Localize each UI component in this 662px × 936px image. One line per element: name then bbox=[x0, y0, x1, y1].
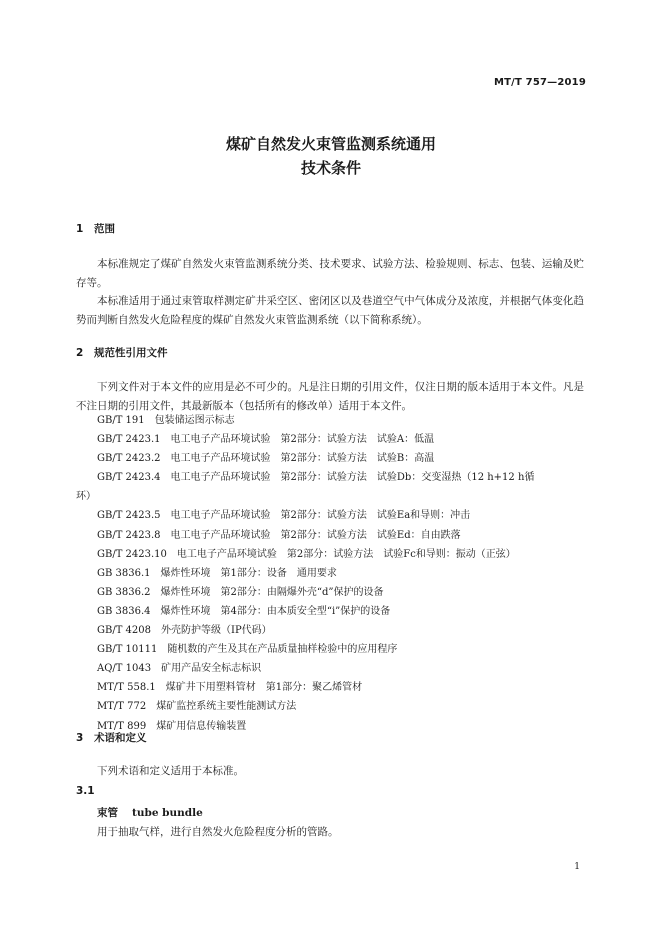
reference-item: GB 3836.4 爆炸性环境 第4部分：由本质安全型“i”保护的设备 bbox=[97, 605, 391, 617]
reference-item: GB/T 191 包装储运图示标志 bbox=[97, 415, 235, 426]
document-title-line1: 煤矿自然发火束管监测系统通用 bbox=[225, 135, 436, 153]
reference-item: GB/T 2423.5 电工电子产品环境试验 第2部分：试验方法 试验Ea和导则：冲击 bbox=[97, 510, 471, 522]
reference-item: MT/T 772 煤矿监控系统主要性能测试方法 bbox=[97, 701, 297, 713]
reference-item: AQ/T 1043 矿用产品安全标志标识 bbox=[97, 663, 262, 675]
reference-item: GB/T 2423.10 电工电子产品环境试验 第2部分：试验方法 试验Fc和导则：振动（正弦） bbox=[97, 548, 516, 560]
reference-item: GB/T 2423.1 电工电子产品环境试验 第2部分：试验方法 试验A：低温 bbox=[97, 434, 435, 446]
normative-references-intro: 下列文件对于本文件的应用是必不可少的。凡是注日期的引用文件，仅注日期的版本适用于本文件。凡是不注日期的引用文件，其最新版本（包括所有的修改单）适用于本文件。 bbox=[76, 381, 584, 412]
section-1-heading bbox=[76, 222, 115, 236]
section-number: 3 bbox=[76, 732, 84, 744]
section-2-heading bbox=[76, 346, 168, 360]
term-number: 3.1 bbox=[76, 785, 95, 797]
section-number: 2 bbox=[76, 347, 84, 359]
reference-item: MT/T 558.1 煤矿井下用塑料管材 第1部分：聚乙烯管材 bbox=[97, 682, 363, 694]
reference-item: GB/T 10111 随机数的产生及其在产品质量抽样检验中的应用程序 bbox=[97, 644, 398, 656]
reference-item: GB 3836.2 爆炸性环境 第2部分：由隔爆外壳“d”保护的设备 bbox=[97, 586, 384, 598]
reference-item: GB 3836.1 爆炸性环境 第1部分：设备 通用要求 bbox=[97, 567, 337, 579]
reference-item: GB/T 2423.8 电工电子产品环境试验 第2部分：试验方法 试验Ed：自由跌落 bbox=[97, 529, 461, 541]
scope-paragraph-2: 本标准适用于通过束管取样测定矿井采空区、密闭区以及巷道空气中气体成分及浓度，并根据气体变化趋势而判断自然发火危险程度的煤矿自然发火束管监测系统（以下简称系统）。 bbox=[76, 295, 584, 326]
standard-number: MT/T 757—2019 bbox=[493, 77, 586, 88]
scope-paragraph-1: 本标准规定了煤矿自然发火束管监测系统分类、技术要求、试验方法、检验规则、标志、包装、运输及贮存等。 bbox=[76, 258, 584, 289]
terms-intro: 下列术语和定义适用于本标准。 bbox=[97, 765, 244, 777]
reference-list bbox=[76, 411, 586, 736]
reference-item-continuation: 环） bbox=[76, 491, 96, 503]
term-definition: 用于抽取气样，进行自然发火危险程度分析的管路。 bbox=[97, 826, 339, 838]
section-title: 术语和定义 bbox=[94, 732, 147, 744]
reference-item: GB/T 2423.4 电工电子产品环境试验 第2部分：试验方法 试验Db：交变湿热（12 h+12 h循 bbox=[97, 472, 535, 484]
reference-item: GB/T 4208 外壳防护等级（IP代码） bbox=[97, 625, 272, 637]
document-title-line2: 技术条件 bbox=[300, 159, 361, 177]
term-entry bbox=[97, 805, 203, 820]
section-number: 1 bbox=[76, 223, 84, 235]
reference-item: MT/T 899 煤矿用信息传输装置 bbox=[97, 720, 247, 732]
reference-item: GB/T 2423.2 电工电子产品环境试验 第2部分：试验方法 试验B：高温 bbox=[97, 453, 435, 465]
term-chinese: 束管 bbox=[97, 807, 118, 819]
section-title: 规范性引用文件 bbox=[94, 347, 168, 359]
term-english: tube bundle bbox=[132, 807, 203, 819]
section-title: 范围 bbox=[94, 223, 115, 235]
page-number: 1 bbox=[574, 862, 580, 872]
section-3-heading bbox=[76, 731, 147, 745]
